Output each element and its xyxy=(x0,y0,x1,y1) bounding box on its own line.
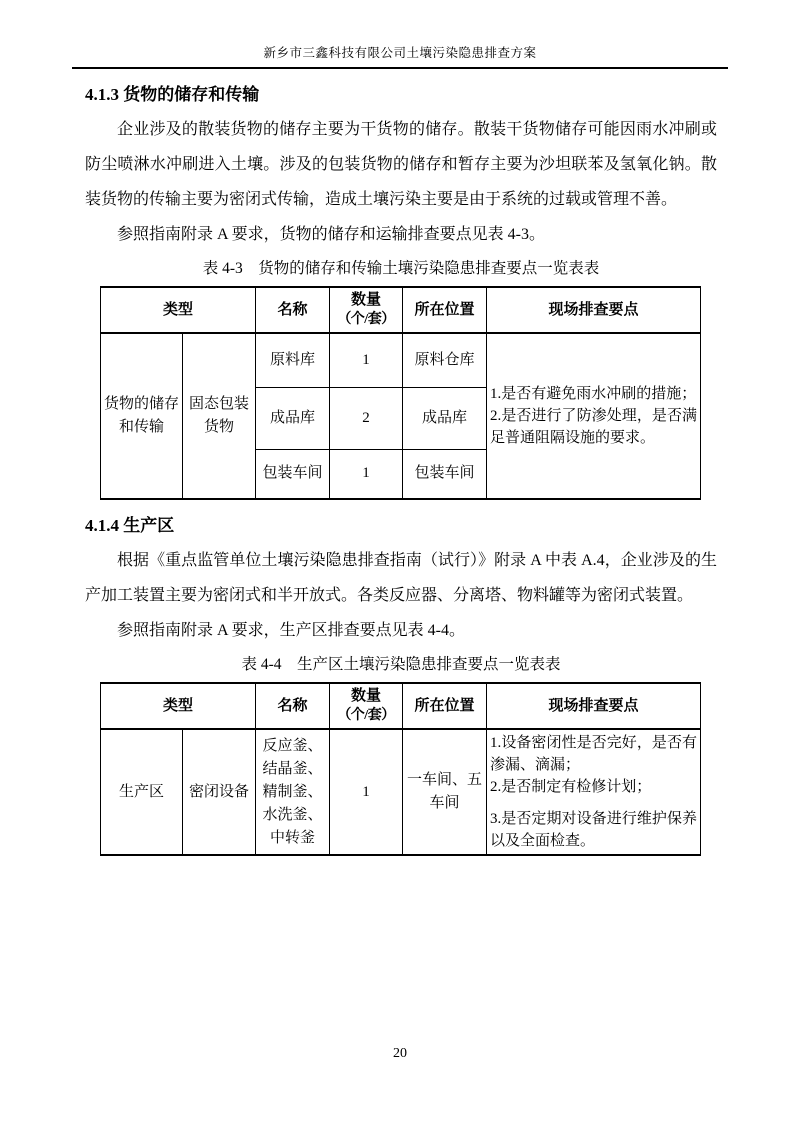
table-4-3 xyxy=(100,286,701,500)
points-cell xyxy=(487,729,701,855)
name-cell: 成品库 xyxy=(256,387,330,449)
page-number: 20 xyxy=(393,1046,407,1061)
location-cell: 一车间、五车间 xyxy=(403,729,487,855)
point-item: 1.是否有避免雨水冲刷的措施； xyxy=(490,386,697,402)
section-heading-4-1-3: 4.1.3 货物的储存和传输 xyxy=(85,85,260,104)
table-4-4 xyxy=(100,682,701,856)
column-header-type: 类型 xyxy=(101,287,256,333)
table-row xyxy=(101,333,701,387)
quantity-cell: 1 xyxy=(330,333,403,387)
column-header-quantity-line1: 数量 xyxy=(351,292,382,308)
table-4-3-caption: 表 4-3 货物的储存和传输土壤污染隐患排查要点一览表表 xyxy=(202,260,600,277)
paragraph-storage-intro: 企业涉及的散装货物的储存主要为干货物的储存。散装干货物储存可能因雨水冲刷或防尘喷淋水冲刷进入土壤。涉及的包装货物的储存和暂存主要为沙坦联苯及氢氧化钠。散装货物的传输主要为密闭式传输，造成土壤污染主要是由于系统的过载或管理不善。 xyxy=(85,121,717,208)
table-4-4-header-row xyxy=(101,683,701,729)
points-cell xyxy=(487,333,701,499)
column-header-location: 所在位置 xyxy=(403,287,487,333)
point-item: 1.设备密闭性是否完好，是否有渗漏、滴漏； xyxy=(490,735,698,773)
column-header-quantity-line2: （个/套） xyxy=(337,312,395,327)
subtype-cell: 密闭设备 xyxy=(183,729,256,855)
table-4-3-header-row xyxy=(101,287,701,333)
column-header-quantity-line2: （个/套） xyxy=(337,708,395,723)
column-header-name: 名称 xyxy=(256,683,330,729)
table-row xyxy=(101,729,701,855)
quantity-cell: 1 xyxy=(330,449,403,499)
location-cell: 包装车间 xyxy=(403,449,487,499)
column-header-points: 现场排查要点 xyxy=(487,287,701,333)
location-cell: 成品库 xyxy=(403,387,487,449)
name-cell: 包装车间 xyxy=(256,449,330,499)
paragraph-table43-reference: 参照指南附录 A 要求，货物的储存和运输排查要点见表 4-3。 xyxy=(117,226,546,243)
point-item: 2.是否制定有检修计划； xyxy=(490,779,652,795)
type-group-cell: 生产区 xyxy=(101,729,183,855)
type-group-cell: 货物的储存和传输 xyxy=(101,333,183,499)
name-cell: 反应釜、结晶釜、精制釜、水洗釜、中转釜 xyxy=(256,729,330,855)
column-header-points: 现场排查要点 xyxy=(487,683,701,729)
page-header xyxy=(72,0,728,69)
column-header-quantity xyxy=(330,287,403,333)
point-item: 2.是否进行了防渗处理，是否满足普通阻隔设施的要求。 xyxy=(490,408,698,446)
quantity-cell: 2 xyxy=(330,387,403,449)
point-item: 3.是否定期对设备进行维护保养以及全面检查。 xyxy=(490,811,698,849)
quantity-cell: 1 xyxy=(330,729,403,855)
column-header-type: 类型 xyxy=(101,683,256,729)
page-content xyxy=(85,82,717,856)
paragraph-table44-reference: 参照指南附录 A 要求，生产区排查要点见表 4-4。 xyxy=(117,622,466,639)
name-cell: 原料库 xyxy=(256,333,330,387)
header-title: 新乡市三鑫科技有限公司土壤污染隐患排查方案 xyxy=(263,46,537,60)
section-heading-4-1-4: 4.1.4 生产区 xyxy=(85,516,175,535)
column-header-location: 所在位置 xyxy=(403,683,487,729)
column-header-quantity xyxy=(330,683,403,729)
column-header-quantity-line1: 数量 xyxy=(351,688,382,704)
location-cell: 原料仓库 xyxy=(403,333,487,387)
paragraph-production-intro: 根据《重点监管单位土壤污染隐患排查指南（试行）》附录 A 中表 A.4，企业涉及的生产加工装置主要为密闭式和半开放式。各类反应器、分离塔、物料罐等为密闭式装置。 xyxy=(85,552,717,604)
table-4-4-caption: 表 4-4 生产区土壤污染隐患排查要点一览表表 xyxy=(241,656,561,673)
column-header-name: 名称 xyxy=(256,287,330,333)
subtype-cell: 固态包装货物 xyxy=(183,333,256,499)
